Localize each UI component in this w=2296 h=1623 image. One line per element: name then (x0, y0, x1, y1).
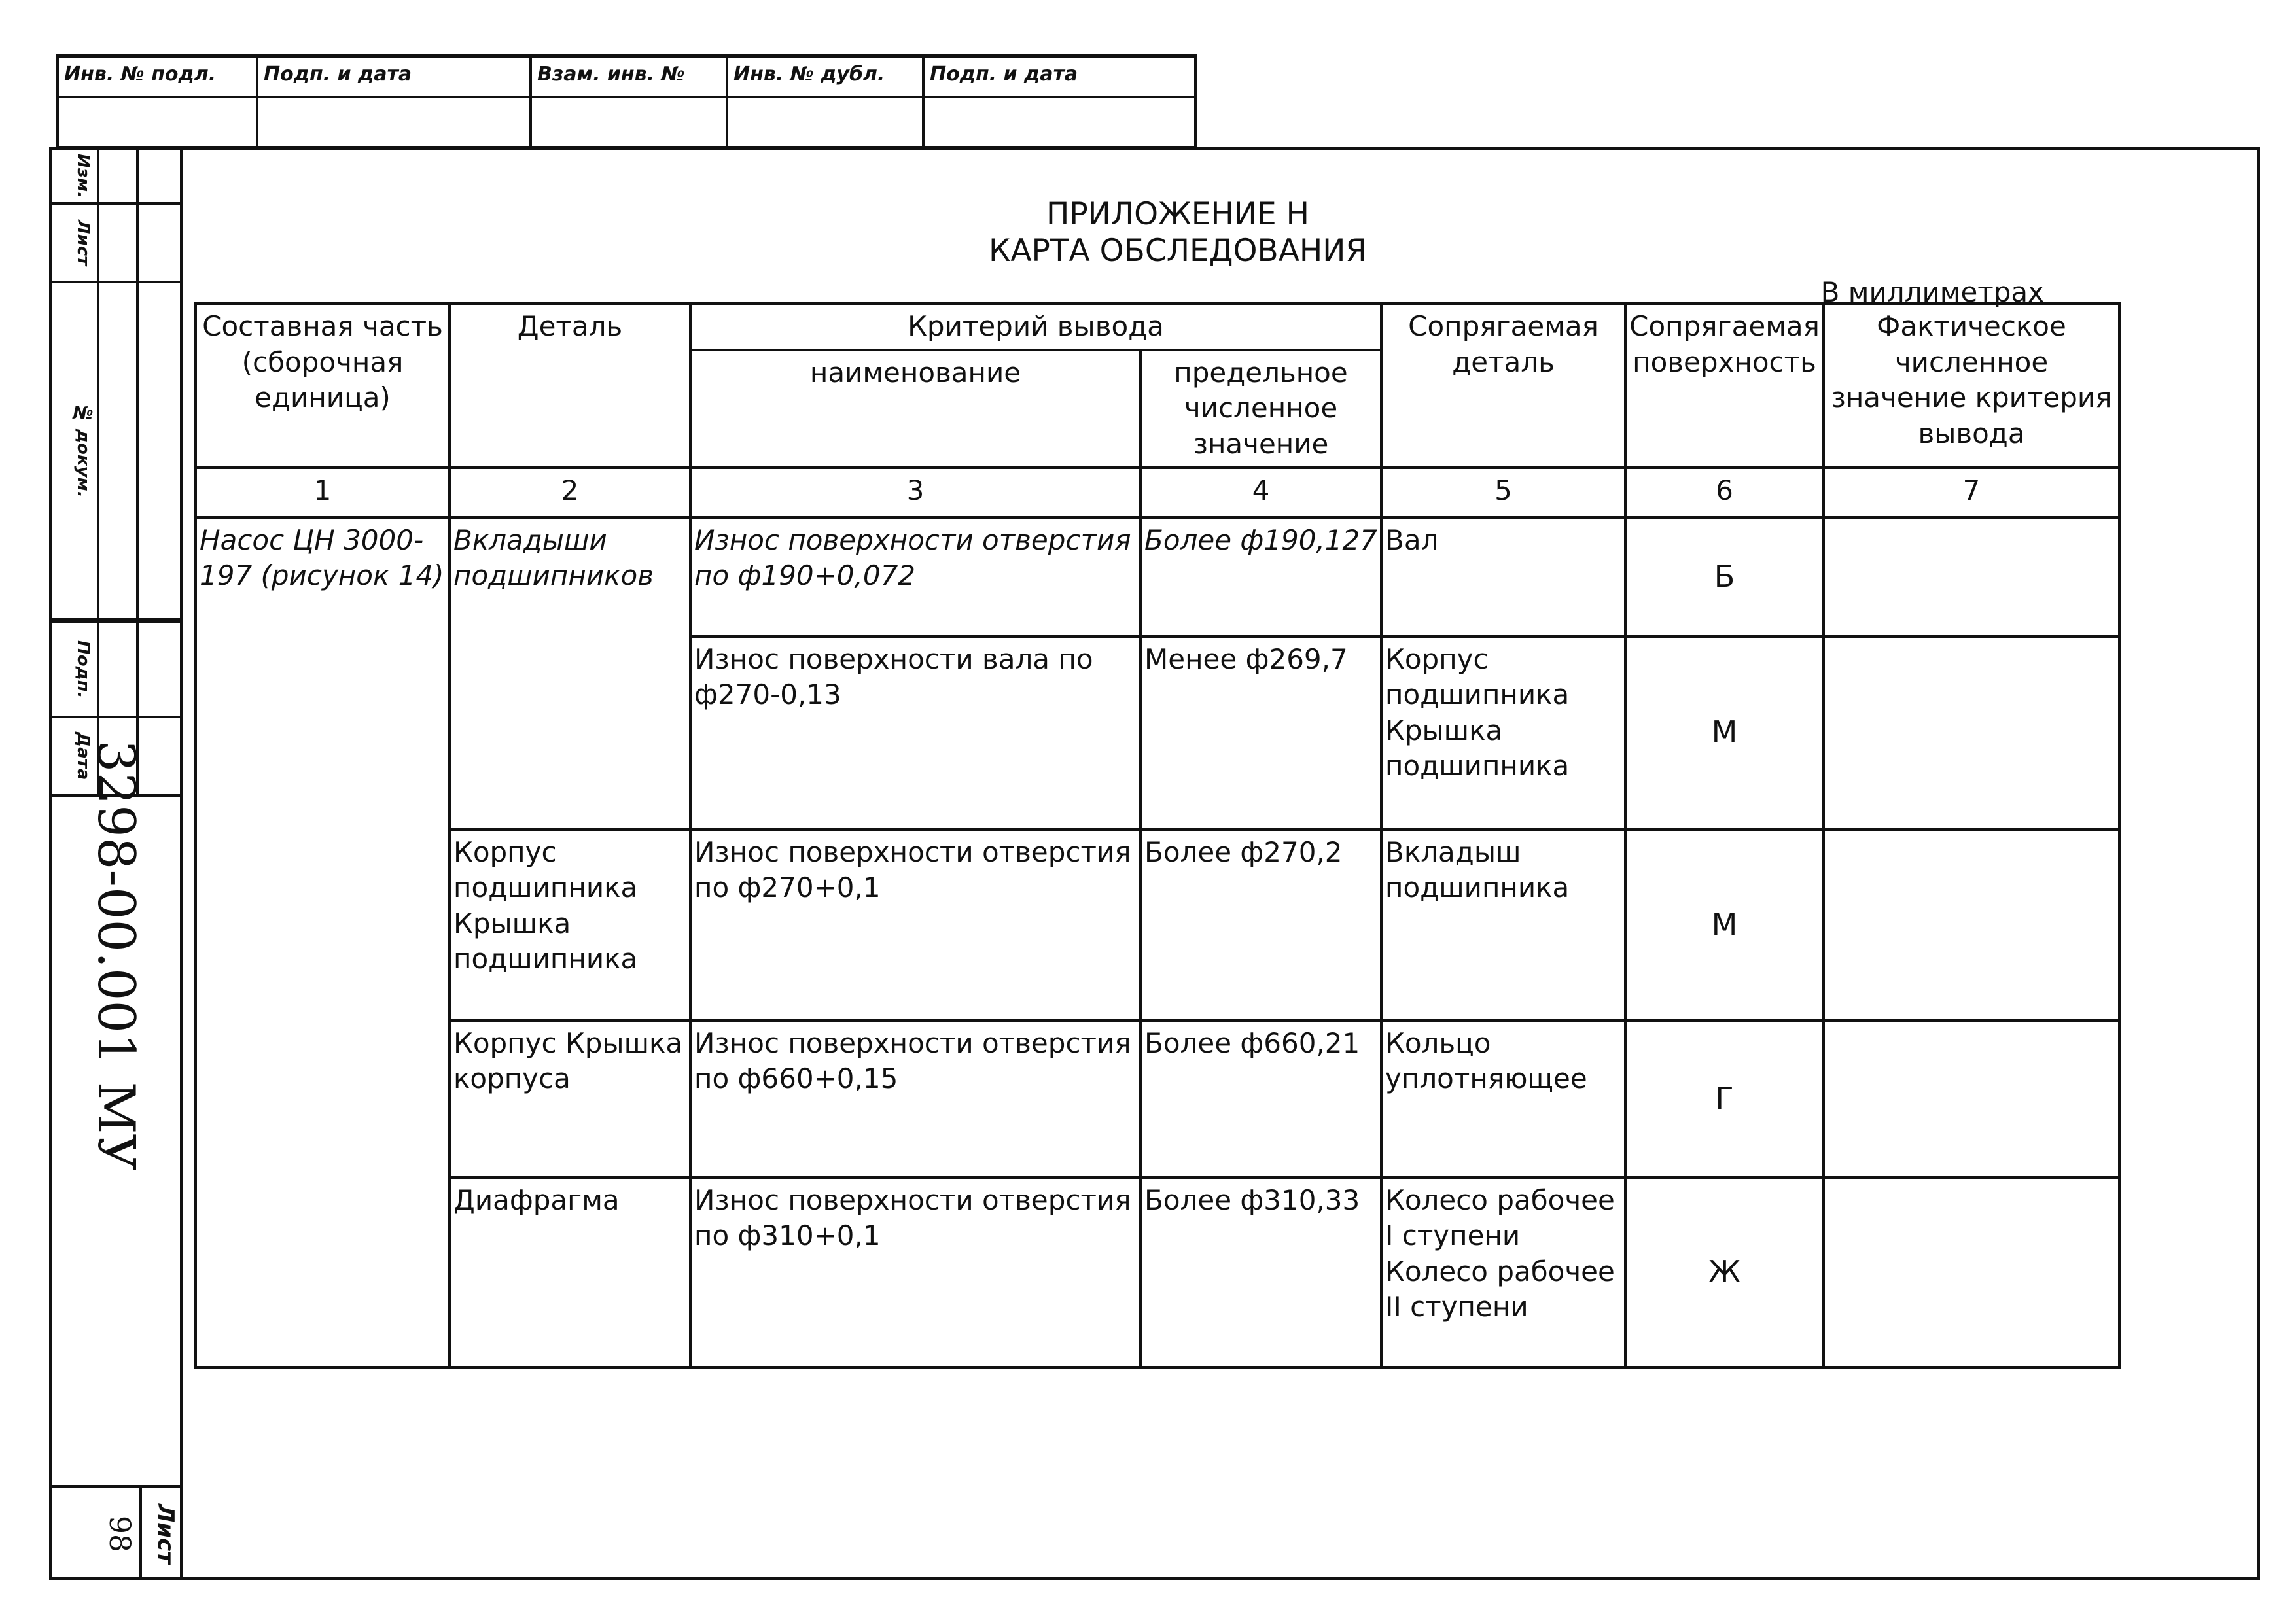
table-row (196, 1021, 2119, 1178)
criterion-name: Износ поверхности отверстия по ф660+0,15 (690, 1021, 1140, 1178)
revision-cell-docnum: № докум. (51, 283, 182, 620)
revision-cell-sign: Подп. (51, 620, 182, 718)
part-name: Вкладыши подшипников (450, 517, 690, 829)
card-title: КАРТА ОБСЛЕДОВАНИЯ (988, 233, 1368, 269)
column-numbers-row (196, 468, 2119, 517)
actual-value (1824, 1021, 2119, 1178)
revision-cell-sheet: Лист (51, 205, 182, 283)
limit-value: Более ф660,21 (1140, 1021, 1381, 1178)
criterion-name: Износ поверхности отверстия по ф310+0,1 (690, 1178, 1140, 1367)
criterion-name: Износ поверхности вала по ф270-0,13 (690, 637, 1140, 829)
sheet-label: Лист (152, 1504, 179, 1564)
appendix-title: ПРИЛОЖЕНИЕ Н (1046, 196, 1309, 232)
column-number: 7 (1824, 468, 2119, 517)
stamp-cell (925, 98, 1194, 146)
document-number: 3298-00.001 МУ (86, 739, 145, 1171)
mating-surface: М (1625, 829, 1824, 1021)
sheet-box (51, 1485, 182, 1580)
part-name: Корпус Крышка корпуса (450, 1021, 690, 1178)
part-name: Диафрагма (450, 1178, 690, 1367)
inspection-table (194, 302, 2121, 1369)
mating-part: Кольцо уплотняющее (1381, 1021, 1625, 1178)
units-note: В миллиметрах (1820, 276, 2044, 308)
mating-part: Вал (1381, 517, 1625, 637)
header-criterion-name: наименование (690, 350, 1140, 468)
header-limit-value: предельное численное значение (1140, 350, 1381, 468)
actual-value (1824, 517, 2119, 637)
actual-value (1824, 829, 2119, 1021)
stamp-header-replace-inv: Взам. инв. № (532, 58, 728, 98)
header-part: Деталь (450, 304, 690, 468)
mating-part: Колесо рабочее I ступени Колесо рабочее II ступени (1381, 1178, 1625, 1367)
stamp-header-inv-dup: Инв. № дубл. (728, 58, 925, 98)
header-mating-surface: Сопрягаемая поверхность (1625, 304, 1824, 468)
column-number: 3 (690, 468, 1140, 517)
assembly-unit: Насос ЦН 3000-197 (рисунок 14) (196, 517, 450, 1367)
table-row (196, 1178, 2119, 1367)
limit-value: Более ф310,33 (1140, 1178, 1381, 1367)
mating-part: Вкладыш подшипника (1381, 829, 1625, 1021)
actual-value (1824, 1178, 2119, 1367)
stamp-cell (728, 98, 925, 146)
criterion-name: Износ поверхности отверстия по ф190+0,072 (690, 517, 1140, 637)
column-number: 5 (1381, 468, 1625, 517)
column-number: 1 (196, 468, 450, 517)
approval-stamp (56, 54, 1197, 149)
stamp-cell (532, 98, 728, 146)
header-mating-part: Сопрягаемая деталь (1381, 304, 1625, 468)
sheet-number: 98 (103, 1516, 136, 1552)
mating-part: Корпус подшипника Крышка подшипника (1381, 637, 1625, 829)
mating-surface: Ж (1625, 1178, 1824, 1367)
table-row (196, 517, 2119, 637)
stamp-header-sign-date: Подп. и дата (258, 58, 532, 98)
column-number: 4 (1140, 468, 1381, 517)
revision-cell-date: Дата (51, 718, 182, 797)
stamp-header-inv-orig: Инв. № подл. (59, 58, 258, 98)
revision-block (51, 149, 182, 679)
header-assembly: Составная часть (сборочная единица) (196, 304, 450, 468)
header-actual-value: Фактическое численное значение критерия вывода (1824, 304, 2119, 468)
column-number: 6 (1625, 468, 1824, 517)
mating-surface: Г (1625, 1021, 1824, 1178)
column-number: 2 (450, 468, 690, 517)
stamp-cell (59, 98, 258, 146)
stamp-header-sign-date-2: Подп. и дата (925, 58, 1194, 98)
limit-value: Более ф270,2 (1140, 829, 1381, 1021)
limit-value: Менее ф269,7 (1140, 637, 1381, 829)
mating-surface: М (1625, 637, 1824, 829)
revision-cell-change: Изм. (51, 149, 182, 205)
stamp-cell (258, 98, 532, 146)
criterion-name: Износ поверхности отверстия по ф270+0,1 (690, 829, 1140, 1021)
part-name: Корпус подшипника Крышка подшипника (450, 829, 690, 1021)
mating-surface: Б (1625, 517, 1824, 637)
actual-value (1824, 637, 2119, 829)
table-row (196, 829, 2119, 1021)
limit-value: Более ф190,127 (1140, 517, 1381, 637)
header-criterion-group: Критерий вывода (690, 304, 1381, 350)
